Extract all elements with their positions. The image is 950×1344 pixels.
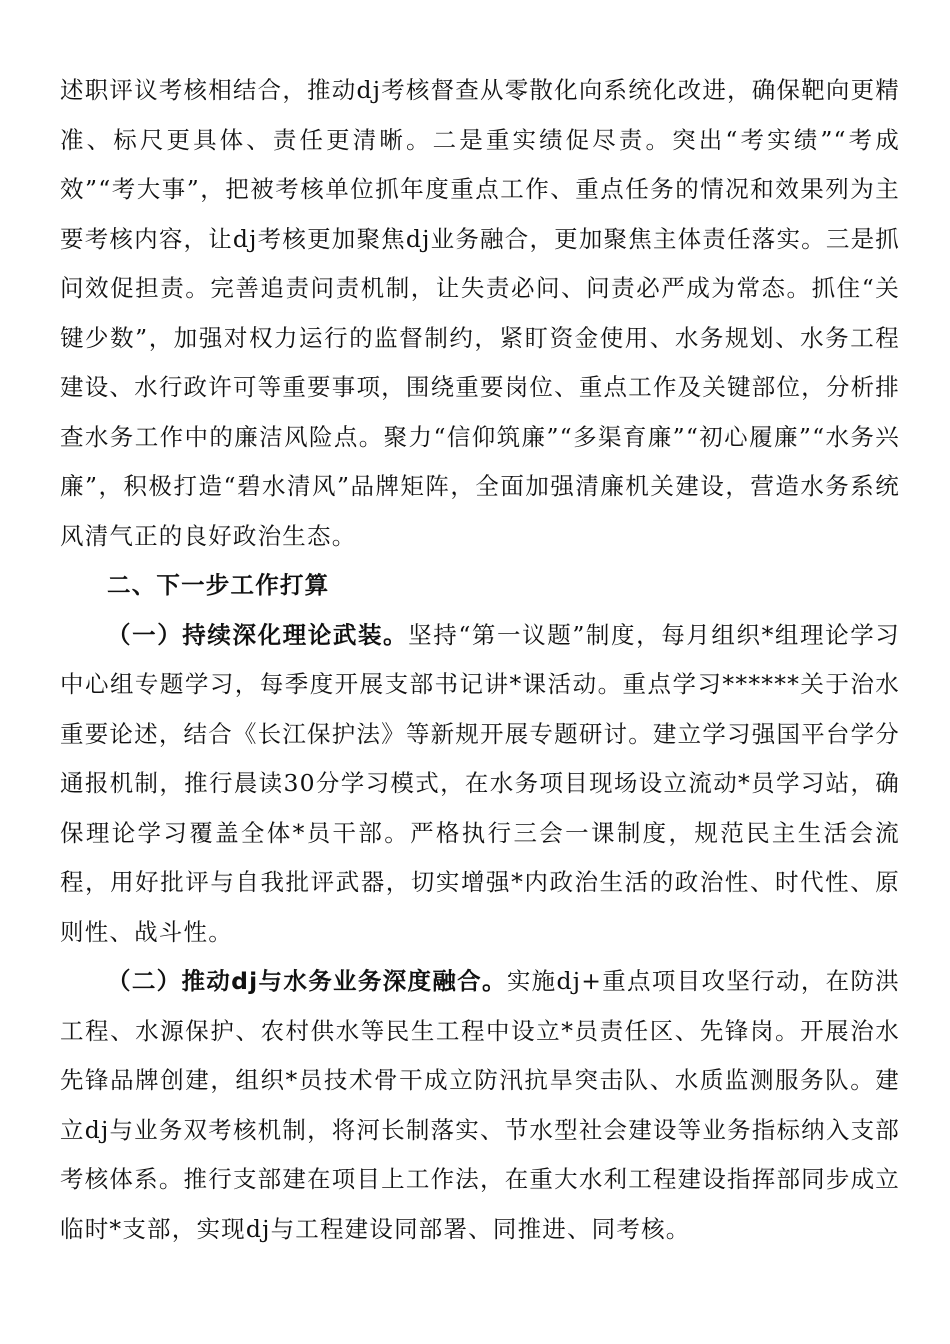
item-paragraph-2: [60, 957, 900, 1254]
item-paragraph-1: [60, 611, 900, 958]
item-title-1: （一）持续深化理论武装。: [107, 620, 409, 649]
section-heading: 二、下一步工作打算: [107, 571, 330, 599]
item-body-1: 坚持“第一议题”制度，每月组织*组理论学习中心组专题学习，每季度开展支部书记讲*课活动。重点学习******关于治水重要论述，结合《长江保护法》等新规开展专题研讨。建立学习强国平台学分通报机制，推行晨读30分学习模式，在水务项目现场设立流动*员学习站，确保理论学习覆盖全体*员干部。严格执行三会一课制度，规范民主生活会流程，用好批评与自我批评武器，切实增强*内政治生活的政治性、时代性、原则性、战斗性。: [60, 620, 900, 946]
body-paragraph-continued: 述职评议考核相结合，推动dj考核督查从零散化向系统化改进，确保靶向更精准、标尺更具体、责任更清晰。二是重实绩促尽责。突出“考实绩”“考成效”“考大事”，把被考核单位抓年度重点工作、重点任务的情况和效果列为主要考核内容，让dj考核更加聚焦dj业务融合，更加聚焦主体责任落实。三是抓问效促担责。完善追责问责机制，让失责必问、问责必严成为常态。抓住“关键少数”，加强对权力运行的监督制约，紧盯资金使用、水务规划、水务工程建设、水行政许可等重要事项，围绕重要岗位、重点工作及关键部位，分析排查水务工作中的廉洁风险点。聚力“信仰筑廉”“多渠育廉”“初心履廉”“水务兴廉”，积极打造“碧水清风”品牌矩阵，全面加强清廉机关建设，营造水务系统风清气正的良好政治生态。: [60, 76, 900, 550]
item-body-2: 实施dj+重点项目攻坚行动，在防洪工程、水源保护、农村供水等民生工程中设立*员责任区、先锋岗。开展治水先锋品牌创建，组织*员技术骨干成立防汛抗旱突击队、水质监测服务队。建立dj与业务双考核机制，将河长制落实、节水型社会建设等业务指标纳入支部考核体系。推行支部建在项目上工作法，在重大水利工程建设指挥部同步成立临时*支部，实现dj与工程建设同部署、同推进、同考核。: [60, 967, 901, 1243]
item-title-2: （二）推动dj与水务业务深度融合。: [107, 967, 507, 995]
document-page: [60, 66, 900, 1254]
